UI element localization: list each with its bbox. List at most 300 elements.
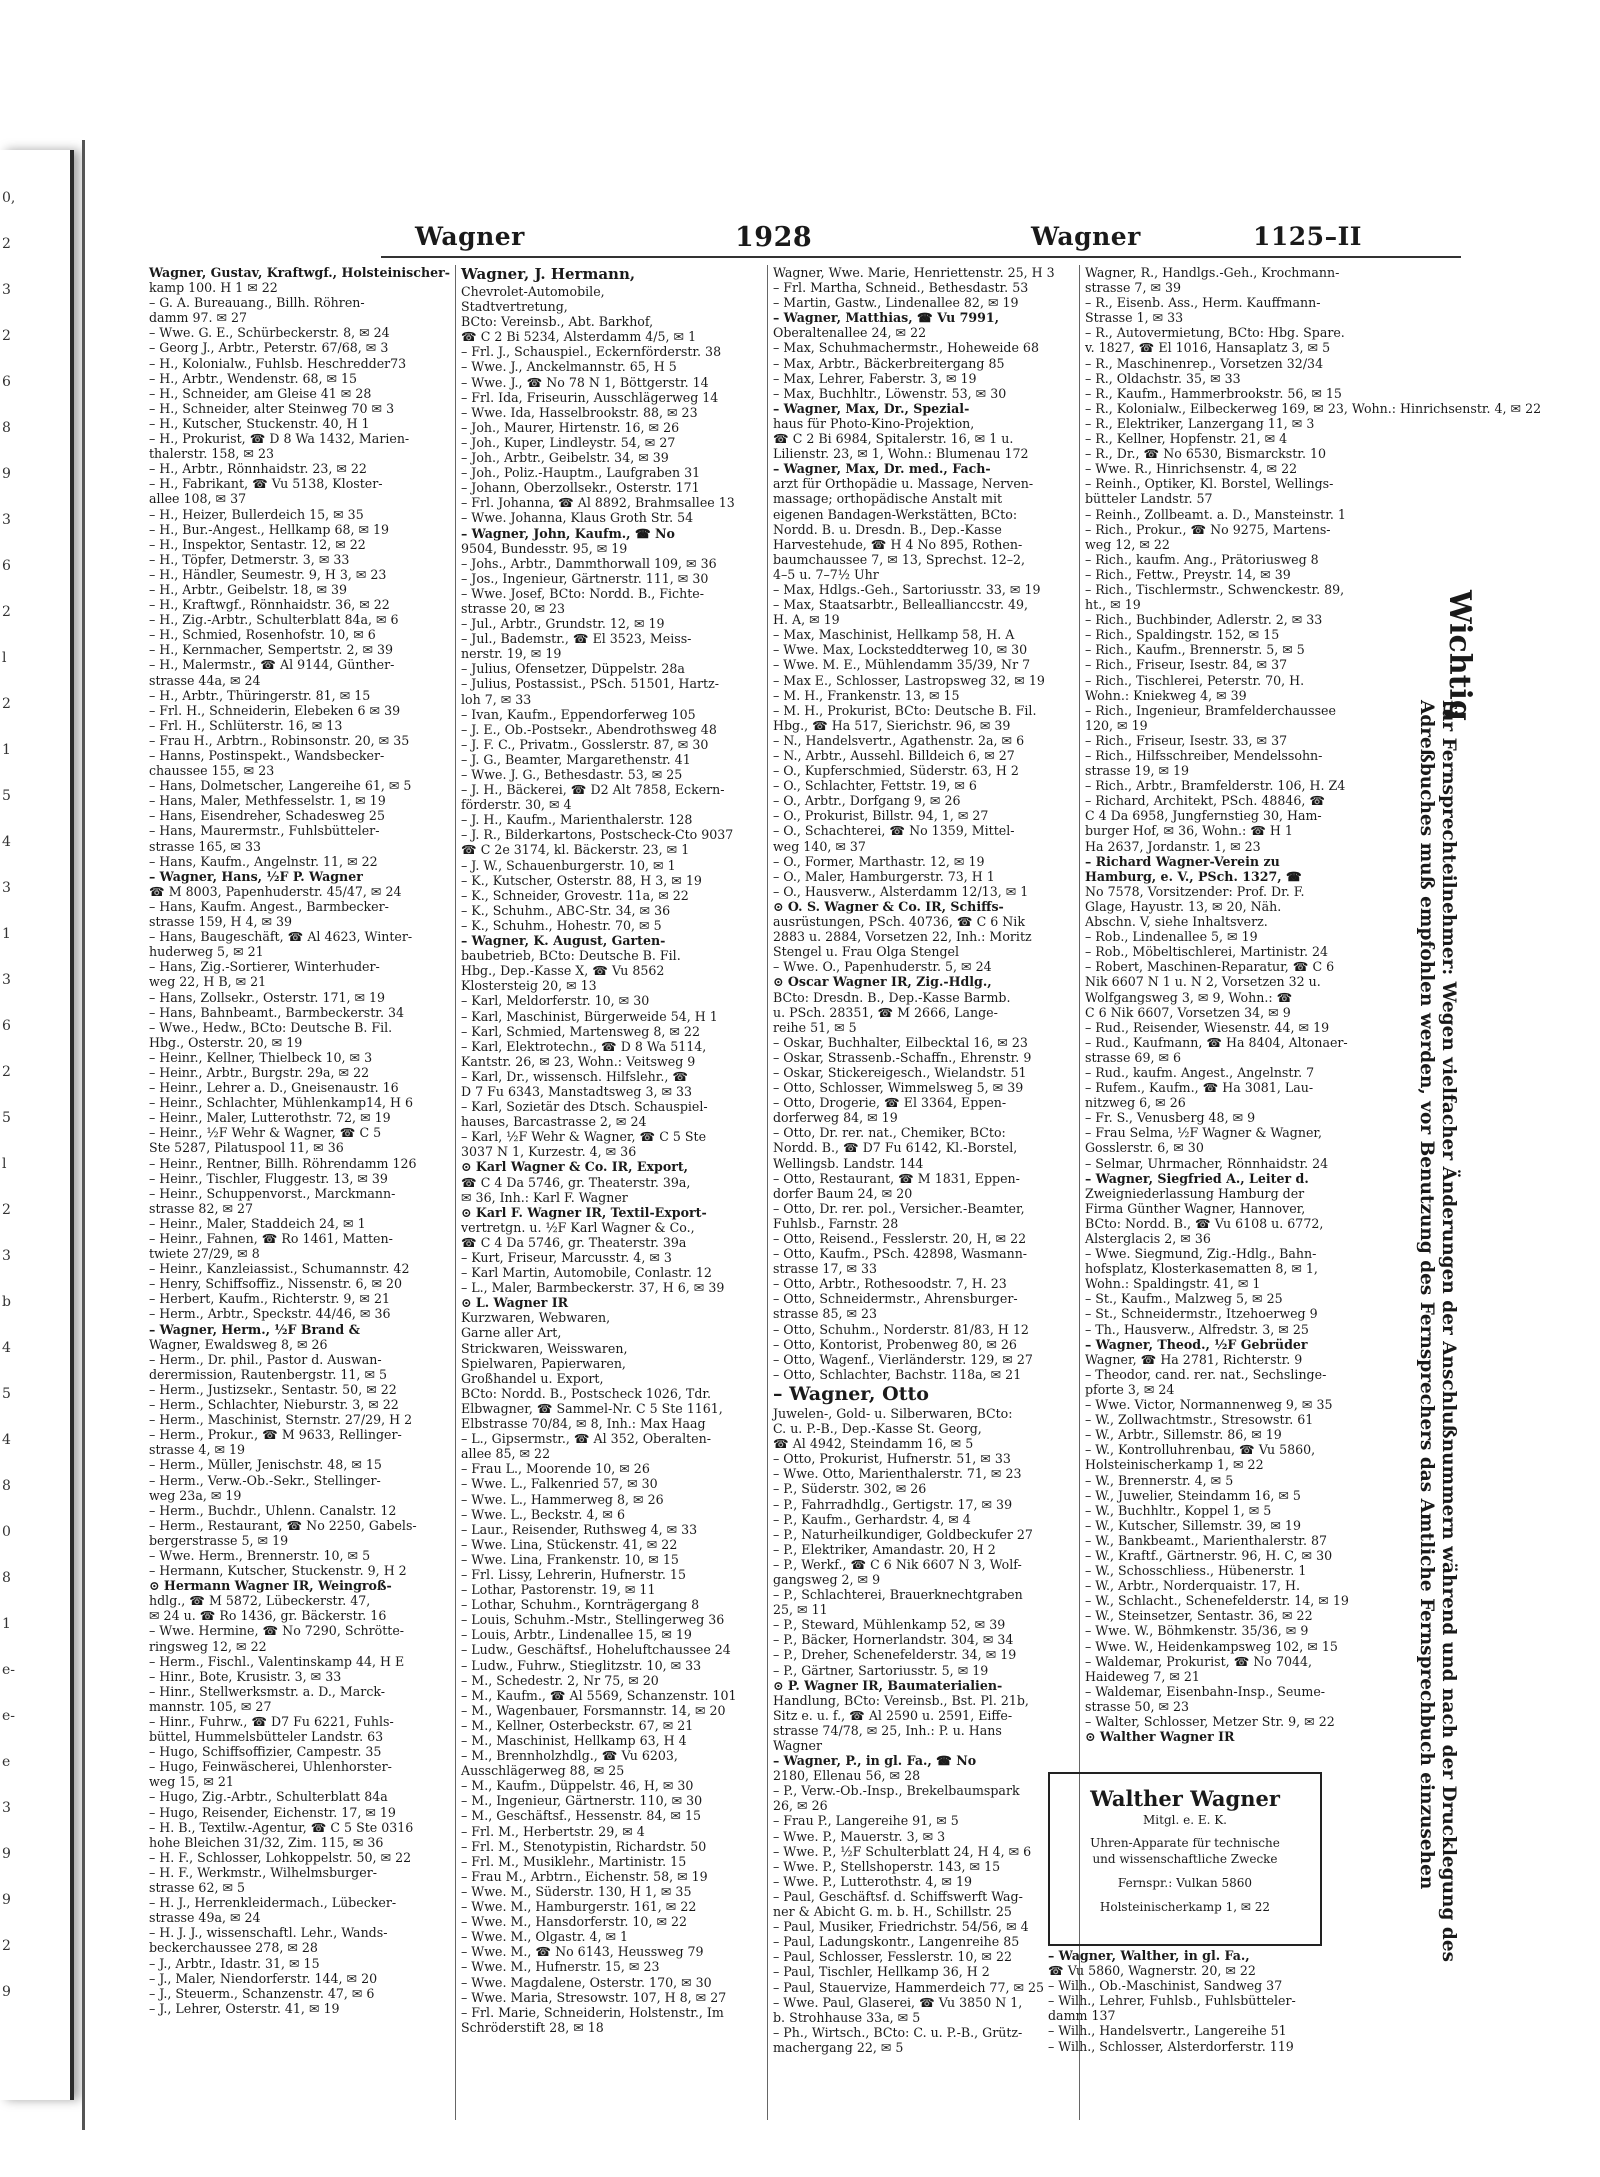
directory-entry: – H., Malermstr., ☎ Al 9144, Günther-	[149, 657, 395, 673]
directory-entry: Firma Günther Wagner, Hannover,	[1085, 1200, 1306, 1216]
directory-entry: – J., Steuerm., Schanzenstr. 47, ✉ 6	[149, 1985, 375, 2001]
directory-entry: – Jos., Ingenieur, Gärtnerstr. 111, ✉ 30	[461, 570, 709, 586]
directory-entry: – O., Hausverw., Alsterdamm 12/13, ✉ 1	[773, 883, 1029, 899]
directory-page	[82, 140, 1575, 2130]
directory-entry: ausrüstungen, PSch. 40736, ☎ C 6 Nik	[773, 914, 1025, 930]
directory-entry: – P., Steward, Mühlenkamp 52, ✉ 39	[773, 1617, 1006, 1633]
directory-entry: – H., Kernmacher, Sempertstr. 2, ✉ 39	[149, 642, 394, 658]
directory-entry: – H., Kutscher, Stuckenstr. 40, H 1	[149, 415, 370, 431]
directory-entry: – Ludw., Geschäftsf., Hoheluftchaussee 24	[461, 1642, 731, 1658]
directory-entry: – Rich., Prokur., ☎ No 9275, Martens-	[1085, 521, 1331, 537]
directory-entry: – Otto, Schneidermstr., Ahrensburger-	[773, 1291, 1018, 1307]
directory-entry: – O., Former, Marthastr. 12, ✉ 19	[773, 853, 985, 869]
directory-entry: ☎ C 2 Bi 6984, Spitalerstr. 16, ✉ 1 u.	[773, 431, 1014, 447]
directory-entry: – Frau L., Moorende 10, ✉ 26	[461, 1461, 650, 1477]
directory-entry: – Joh., Kuper, Lindleystr. 54, ✉ 27	[461, 434, 676, 450]
directory-entry: – W., Brennerstr. 4, ✉ 5	[1085, 1472, 1234, 1488]
directory-entry: – Oskar, Strassenb.-Schaffn., Ehrenstr. 9	[773, 1049, 1032, 1065]
directory-entry: H. A, ✉ 19	[773, 612, 840, 628]
directory-entry: – Frau Selma, ½F Wagner & Wagner,	[1085, 1125, 1323, 1141]
directory-entry: Oberaltenallee 24, ✉ 22	[773, 325, 927, 341]
directory-entry: 9504, Bundesstr. 95, ✉ 19	[461, 540, 628, 556]
adjacent-page-fragment: e-	[2, 1662, 16, 1678]
directory-entry: – Herm., Dr. phil., Pastor d. Auswan-	[149, 1351, 382, 1367]
directory-entry: hdlg., ☎ M 5872, Lübeckerstr. 47,	[149, 1593, 371, 1609]
directory-entry: – Herm., Arbtr., Speckstr. 44/46, ✉ 36	[149, 1306, 391, 1322]
directory-entry: – Wwe. M., Hamburgerstr. 161, ✉ 22	[461, 1899, 697, 1915]
directory-entry: machergang 22, ✉ 5	[773, 2039, 904, 2055]
directory-entry: – Hugo, Feinwäscherei, Uhlenhorster-	[149, 1759, 392, 1775]
directory-entry: Strickwaren, Weisswaren,	[461, 1340, 628, 1356]
directory-entry: – Lothar, Pastorenstr. 19, ✉ 11	[461, 1582, 656, 1598]
directory-entry: Wagner	[773, 1738, 823, 1753]
directory-entry: – O., Schlachter, Fettstr. 19, ✉ 6	[773, 778, 977, 794]
directory-entry: – H., Inspektor, Sentastr. 12, ✉ 22	[149, 536, 366, 552]
directory-entry: – Kurt, Friseur, Marcusstr. 4, ✉ 3	[461, 1250, 672, 1265]
directory-entry: – Max, Schuhmachermstr., Hoheweide 68	[773, 340, 1039, 356]
directory-entry: – Richard, Architekt, PSch. 48846, ☎	[1085, 793, 1326, 809]
directory-entry: ☎ Vu 5860, Wagnerstr. 20, ✉ 22	[1048, 1963, 1256, 1979]
directory-entry: – N., Handelsvertr., Agathenstr. 2a, ✉ 6	[773, 732, 1025, 748]
directory-entry: – Wwe. W., Heidenkampsweg 102, ✉ 15	[1085, 1638, 1338, 1654]
directory-entry: – Otto, Reisend., Fesslerstr. 20, H, ✉ 22	[773, 1231, 1027, 1246]
directory-entry: – Rich., Buchbinder, Adlerstr. 2, ✉ 33	[1085, 612, 1323, 628]
directory-entry: – Frl. Marie, Schneiderin, Holstenstr., Im	[461, 2004, 724, 2020]
directory-entry: – R., Maschinenrep., Vorsetzen 32/34	[1085, 355, 1324, 371]
directory-entry: massage; orthopädische Anstalt mit	[773, 491, 1003, 507]
directory-entry: – Karl, Dr., wissensch. Hilfslehr., ☎	[461, 1068, 689, 1084]
directory-entry: – Herm., Schlachter, Nieburstr. 3, ✉ 22	[149, 1397, 399, 1413]
directory-entry: eigenen Bandagen-Werkstätten, BCto:	[773, 506, 1018, 522]
ad-line: und wissenschaftliche Zwecke	[1092, 1852, 1278, 1866]
directory-entry: – Otto, Arbtr., Rothesoodstr. 7, H. 23	[773, 1276, 1007, 1292]
directory-entry: – P., Schlachterei, Brauerknechtgraben	[773, 1587, 1023, 1603]
directory-entry: Wagner, Gustav, Kraftwgf., Holsteinischer-	[149, 265, 450, 280]
directory-entry: – J., Arbtr., Idastr. 31, ✉ 15	[149, 1955, 320, 1971]
directory-entry: – Otto, Restaurant, ☎ M 1831, Eppen-	[773, 1170, 1020, 1186]
directory-entry: – Otto, Drogerie, ☎ El 3364, Eppen-	[773, 1095, 1007, 1111]
directory-entry: – R., Oldachstr. 35, ✉ 33	[1085, 370, 1241, 386]
directory-entry: – Wwe. R., Hinrichsenstr. 4, ✉ 22	[1085, 461, 1298, 477]
directory-entry: u. PSch. 28351, ☎ M 2666, Lange-	[773, 1004, 998, 1020]
directory-entry: vertretgn. u. ½F Karl Wagner & Co.,	[461, 1219, 695, 1235]
directory-entry: – P., Verw.-Ob.-Insp., Brekelbaumspark	[773, 1783, 1020, 1799]
directory-entry: – Frau P., Langereihe 91, ✉ 5	[773, 1813, 959, 1829]
directory-entry: Juwelen-, Gold- u. Silberwaren, BCto:	[773, 1405, 1013, 1421]
directory-entry: – Martin, Gastw., Lindenallee 82, ✉ 19	[773, 295, 1019, 311]
directory-entry: – St., Kaufm., Malzweg 5, ✉ 25	[1085, 1291, 1283, 1307]
directory-entry: – Frl. Lissy, Lehrerin, Hufnerstr. 15	[461, 1566, 686, 1582]
directory-entry: – Rob., Lindenallee 5, ✉ 19	[1085, 929, 1258, 945]
directory-entry: arzt für Orthopädie u. Massage, Nerven-	[773, 476, 1034, 492]
directory-entry: Elbwagner, ☎ Sammel-Nr. C 5 Ste 1161,	[461, 1400, 723, 1416]
directory-entry: nerstr. 19, ✉ 19	[461, 646, 562, 662]
directory-entry: Zweigniederlassung Hamburg der	[1085, 1185, 1305, 1201]
directory-entry: – R., Autovermietung, BCto: Hbg. Spare.	[1085, 325, 1345, 341]
directory-entry: – Rud., kaufm. Angest., Angelnstr. 7	[1085, 1064, 1315, 1080]
directory-entry: burger Hof, ✉ 36, Wohn.: ☎ H 1	[1085, 823, 1293, 839]
directory-entry: – St., Schneidermstr., Itzehoerweg 9	[1085, 1306, 1318, 1322]
directory-entry: – R., Eisenb. Ass., Herm. Kauffmann-	[1085, 295, 1321, 311]
directory-entry: – Hans, Zollsekr., Osterstr. 171, ✉ 19	[149, 989, 386, 1005]
adjacent-page-fragment: 0,	[2, 190, 16, 206]
adjacent-page-fragment: 9	[2, 1846, 11, 1862]
directory-entry: – Hinr., Stellwerksmstr. a. D., Marck-	[149, 1683, 386, 1699]
directory-entry: – Wagner, Siegfried A., Leiter d.	[1085, 1170, 1309, 1186]
directory-entry: – Paul, Geschäftsf. d. Schiffswerft Wag-	[773, 1888, 1023, 1904]
adjacent-page-fragment: 6	[2, 374, 11, 390]
directory-entry: – L., Gipsermstr., ☎ Al 352, Oberalten-	[461, 1431, 712, 1447]
adjacent-page-fragment: 4	[2, 1340, 11, 1356]
directory-entry: – Paul, Tischler, Hellkamp 36, H 2	[773, 1964, 990, 1980]
directory-entry: – M. H., Prokurist, BCto: Deutsche B. Fil.	[773, 702, 1037, 718]
header-right-name: Wagner	[1031, 222, 1141, 251]
directory-entry: – Hans, Kaufm. Angest., Barmbecker-	[149, 898, 389, 914]
directory-entry: – Hugo, Schiffsoffizier, Campestr. 35	[149, 1744, 382, 1760]
directory-entry: – W., Schlacht., Schenefelderstr. 14, ✉ 19	[1085, 1593, 1349, 1609]
directory-entry: – Hans, Eisendreher, Schadesweg 25	[149, 808, 385, 824]
directory-entry: – M. H., Frankenstr. 13, ✉ 15	[773, 687, 960, 703]
directory-entry: – J. E., Ob.-Postsekr., Abendrothsweg 48	[461, 721, 717, 737]
header-rule	[381, 256, 1461, 258]
directory-entry: – Wagner, John, Kaufm., ☎ No	[461, 525, 675, 541]
directory-entry: strasse 159, H 4, ✉ 39	[149, 914, 293, 930]
directory-entry: – P., Kaufm., Gerhardstr. 4, ✉ 4	[773, 1511, 971, 1527]
directory-entry: – K., Kutscher, Osterstr. 88, H 3, ✉ 19	[461, 872, 702, 888]
directory-entry: baubetrieb, BCto: Deutsche B. Fil.	[461, 948, 681, 964]
directory-entry: Nordd. B., ☎ D7 Fu 6142, Kl.-Borstel,	[773, 1140, 1018, 1156]
directory-entry: – Wagner, P., in gl. Fa., ☎ No	[773, 1753, 977, 1769]
directory-entry: – Max, Buchhltr., Löwenstr. 53, ✉ 30	[773, 385, 1007, 401]
directory-entry: strasse 74/78, ✉ 25, Inh.: P. u. Hans	[773, 1722, 1002, 1738]
directory-entry: – J. H., Kaufm., Marienthalerstr. 128	[461, 812, 693, 828]
directory-entry: – Joh., Arbtr., Geibelstr. 34, ✉ 39	[461, 450, 669, 466]
directory-entry: – Julius, Ofensetzer, Düppelstr. 28a	[461, 661, 685, 677]
directory-entry: – P., Gärtner, Sartoriusstr. 5, ✉ 19	[773, 1662, 989, 1678]
directory-entry: – Rich., Tischlermstr., Schwenckestr. 89,	[1085, 581, 1345, 597]
directory-entry: BCto: Nordd. B., ☎ Vu 6108 u. 6772,	[1085, 1215, 1324, 1231]
directory-entry: chaussee 155, ✉ 23	[149, 763, 275, 779]
directory-entry: weg 140, ✉ 37	[773, 838, 866, 854]
directory-entry: – Wwe. P., ½F Schulterblatt 24, H 4, ✉ 6	[773, 1843, 1032, 1859]
directory-entry: Ha 2637, Jordanstr. 1, ✉ 23	[1085, 838, 1261, 854]
directory-entry: – Hanns, Postinspekt., Wandsbecker-	[149, 748, 385, 763]
directory-entry: Nik 6607 N 1 u. N 2, Vorsetzen 32 u.	[1085, 974, 1321, 990]
directory-entry: – Wwe. M., Olgastr. 4, ✉ 1	[461, 1929, 629, 1945]
directory-entry: damm 137	[1048, 2008, 1116, 2024]
directory-entry: – O., Kupferschmied, Süderstr. 63, H 2	[773, 763, 1019, 779]
adjacent-page-fragment: 1	[2, 926, 11, 942]
directory-entry: allee 85, ✉ 22	[461, 1446, 551, 1462]
directory-entry: ⊙ Hermann Wagner IR, Weingroß-	[149, 1578, 392, 1594]
directory-entry: – Wwe. Lina, Frankenstr. 10, ✉ 15	[461, 1551, 679, 1567]
directory-entry: strasse 82, ✉ 27	[149, 1200, 254, 1216]
directory-entry: strasse 85, ✉ 23	[773, 1306, 878, 1322]
directory-entry: – Wwe. J., ☎ No 78 N 1, Böttgerstr. 14	[461, 374, 709, 390]
directory-entry: ⊙ P. Wagner IR, Baumaterialien-	[773, 1677, 1003, 1693]
directory-entry: – Theodor, cand. rer. nat., Sechslinge-	[1085, 1366, 1327, 1382]
adjacent-page-fragment: e	[2, 1754, 11, 1770]
directory-entry: – Wwe. P., Lutterothstr. 4, ✉ 19	[773, 1873, 973, 1889]
directory-entry: Wagner, ☎ Ha 2781, Richterstr. 9	[1085, 1351, 1303, 1367]
directory-entry: – Joh., Maurer, Hirtenstr. 16, ✉ 26	[461, 419, 680, 435]
adjacent-page-fragment: 5	[2, 1386, 11, 1402]
directory-entry: – Wwe. Herm., Brennerstr. 10, ✉ 5	[149, 1547, 371, 1563]
adjacent-page-edge	[0, 150, 74, 2100]
directory-entry: – M., Schedestr. 2, Nr 75, ✉ 20	[461, 1672, 659, 1688]
directory-entry: strasse 165, ✉ 33	[149, 838, 262, 854]
directory-entry: 25, ✉ 11	[773, 1602, 828, 1618]
directory-entry: – W., Juwelier, Steindamm 16, ✉ 5	[1085, 1487, 1301, 1503]
directory-entry: – Max, Staatsarbtr., Belleallianccstr. 49,	[773, 597, 1029, 613]
directory-entry: Stadtvertretung,	[461, 299, 568, 315]
adjacent-page-fragment: 3	[2, 1800, 11, 1816]
directory-entry: bergerstrasse 5, ✉ 19	[149, 1532, 289, 1548]
directory-entry: Elbstrasse 70/84, ✉ 8, Inh.: Max Haag	[461, 1416, 706, 1432]
directory-entry: – Rich., Spaldingstr. 152, ✉ 15	[1085, 627, 1280, 643]
directory-entry: – Reinh., Optiker, Kl. Borstel, Wellings-	[1085, 476, 1334, 492]
directory-entry: – H., Kraftwgf., Rönnhaidstr. 36, ✉ 22	[149, 597, 390, 613]
directory-entry: ⊙ Karl Wagner & Co. IR, Export,	[461, 1159, 689, 1175]
adjacent-page-fragment: 1	[2, 1616, 11, 1632]
directory-entry: hohe Bleichen 31/32, Zim. 115, ✉ 36	[149, 1834, 384, 1850]
adjacent-page-fragment: 2	[2, 604, 11, 620]
directory-entry: Ausschlägerweg 88, ✉ 25	[461, 1763, 625, 1779]
directory-entry: twiete 27/29, ✉ 8	[149, 1246, 260, 1262]
directory-entry: – K., Schneider, Grovestr. 11a, ✉ 22	[461, 887, 689, 903]
directory-entry: – Wwe. Johanna, Klaus Groth Str. 54	[461, 510, 694, 526]
directory-entry: weg 22, H B, ✉ 21	[149, 974, 267, 990]
directory-entry: – Lothar, Schuhm., Kornträgergang 8	[461, 1597, 700, 1613]
directory-entry: – Johs., Arbtr., Dammthorwall 109, ✉ 36	[461, 555, 717, 571]
directory-entry: Großhandel u. Export,	[461, 1370, 604, 1386]
directory-entry: – W., Steinsetzer, Sentastr. 36, ✉ 22	[1085, 1608, 1313, 1624]
directory-entry: – Frau M., Arbtrn., Eichenstr. 58, ✉ 19	[461, 1868, 708, 1884]
directory-entry: – Rufem., Kaufm., ☎ Ha 3081, Lau-	[1085, 1080, 1314, 1096]
directory-entry: – Otto, Kaufm., PSch. 42898, Wasmann-	[773, 1246, 1028, 1262]
adjacent-page-fragment: 9	[2, 466, 11, 482]
directory-entry: – J. W., Schauenburgerstr. 10, ✉ 1	[461, 857, 676, 873]
directory-entry: – H., Arbtr., Geibelstr. 18, ✉ 39	[149, 581, 348, 597]
directory-entry: strasse 69, ✉ 6	[1085, 1049, 1182, 1065]
directory-entry: – Heinr., Tischler, Fluggestr. 13, ✉ 39	[149, 1170, 388, 1186]
directory-entry: – Wwe. P., Mauerstr. 3, ✉ 3	[773, 1828, 946, 1844]
directory-entry: strasse 20, ✉ 23	[461, 600, 566, 616]
adjacent-page-fragment: 3	[2, 512, 11, 528]
directory-entry: – Hans, Baugeschäft, ☎ Al 4623, Winter-	[149, 929, 413, 945]
directory-entry: – Wwe. L., Hammerweg 8, ✉ 26	[461, 1491, 664, 1507]
directory-entry: – Ivan, Kaufm., Eppendorferweg 105	[461, 706, 696, 722]
adjacent-page-fragment: 2	[2, 1938, 11, 1954]
directory-entry: – O., Schachterei, ☎ No 1359, Mittel-	[773, 823, 1015, 839]
directory-entry: – M., Wagenbauer, Forsmannstr. 14, ✉ 20	[461, 1702, 726, 1718]
directory-entry: – Johann, Oberzollsekr., Osterstr. 171	[461, 480, 700, 496]
directory-entry: – M., Geschäftsf., Hessenstr. 84, ✉ 15	[461, 1808, 701, 1824]
directory-entry: – Heinr., Maler, Staddeich 24, ✉ 1	[149, 1215, 366, 1231]
directory-entry: – Wilh., Handelsvertr., Langereihe 51	[1048, 2023, 1287, 2039]
directory-entry: – N., Arbtr., Aussehl. Billdeich 6, ✉ 27	[773, 748, 1015, 763]
directory-entry: – H., Händler, Seumestr. 9, H 3, ✉ 23	[149, 566, 387, 582]
directory-entry: büttel, Hummelsbütteler Landstr. 63	[149, 1729, 384, 1745]
directory-entry: Glage, Hayustr. 13, ✉ 20, Näh.	[1085, 898, 1282, 914]
directory-entry: – Reinh., Zollbeamt. a. D., Mansteinstr. 1	[1085, 506, 1346, 522]
directory-entry: b. Strohhause 33a, ✉ 5	[773, 2009, 921, 2025]
header-year: 1928	[735, 222, 813, 253]
directory-entry: ☎ C 2e 3174, kl. Bäckerstr. 23, ✉ 1	[461, 842, 690, 858]
directory-entry: – H. F., Werkmstr., Wilhelmsburger-	[149, 1864, 377, 1880]
directory-entry: derermission, Rautenbergstr. 11, ✉ 5	[149, 1366, 388, 1382]
adjacent-page-fragment: 2	[2, 1064, 11, 1080]
notice-title: Wichtig	[1442, 590, 1477, 721]
directory-entry: – Rich., Friseur, Isestr. 33, ✉ 37	[1085, 732, 1288, 748]
directory-entry: – Wagner, K. August, Garten-	[461, 933, 666, 949]
directory-entry: – Heinr., Rentner, Billh. Röhrendamm 126	[149, 1155, 417, 1171]
directory-entry: – Walter, Schlosser, Metzer Str. 9, ✉ 22	[1085, 1714, 1335, 1729]
directory-entry: 2180, Ellenau 56, ✉ 28	[773, 1768, 921, 1784]
directory-entry: – W., Schosschliess., Hübenerstr. 1	[1085, 1563, 1307, 1579]
directory-entry: weg 12, ✉ 22	[1085, 536, 1170, 552]
directory-entry: ☎ C 4 Da 5746, gr. Theaterstr. 39a	[461, 1234, 687, 1250]
directory-entry: – Wwe. Magdalene, Osterstr. 170, ✉ 30	[461, 1974, 712, 1990]
directory-entry: – Karl, Schmied, Martensweg 8, ✉ 22	[461, 1023, 700, 1039]
directory-entry: – J. R., Bilderkartons, Postscheck-Cto 9037	[461, 827, 734, 843]
directory-entry: – Rich., Ingenieur, Bramfelderchaussee	[1085, 702, 1336, 718]
directory-entry: – Fr. S., Venusberg 48, ✉ 9	[1085, 1110, 1256, 1126]
directory-entry: – Wagner, Max, Dr. med., Fach-	[773, 461, 991, 477]
directory-entry: – Rich., Fettw., Preystr. 14, ✉ 39	[1085, 566, 1291, 582]
directory-entry: loh 7, ✉ 33	[461, 691, 532, 707]
directory-entry: – Karl, Sozietär des Dtsch. Schauspiel-	[461, 1099, 708, 1115]
directory-entry: – Oskar, Buchhalter, Eilbecktal 16, ✉ 23	[773, 1034, 1028, 1050]
directory-entry: Sitz e. u. f., ☎ Al 2590 u. 2591, Eiffe-	[773, 1707, 1013, 1723]
directory-entry: – H., Arbtr., Rönnhaidstr. 23, ✉ 22	[149, 461, 367, 477]
directory-entry: – Wilh., Ob.-Maschinist, Sandweg 37	[1048, 1978, 1283, 1994]
directory-entry: Wohn.: Kniekweg 4, ✉ 39	[1085, 687, 1247, 703]
directory-entry: – Heinr., Schuppenvorst., Marckmann-	[149, 1185, 396, 1201]
directory-entry: – Henry, Schiffsoffiz., Nissenstr. 6, ✉ 20	[149, 1276, 403, 1292]
directory-entry: haus für Photo-Kino-Projektion,	[773, 415, 975, 431]
directory-entry: – Karl, Elektrotechn., ☎ D 8 Wa 5114,	[461, 1038, 707, 1054]
directory-entry: – Wwe., Hedw., BCto: Deutsche B. Fil.	[149, 1019, 393, 1035]
directory-entry: – Max, Maschinist, Hellkamp 58, H. A	[773, 627, 1015, 643]
directory-entry: – L., Maler, Barmbeckerstr. 37, H 6, ✉ 39	[461, 1280, 725, 1296]
entries-column-1	[149, 265, 449, 2016]
directory-entry: Chevrolet-Automobile,	[461, 284, 605, 299]
directory-entry: – Heinr., Kanzleiassist., Schumannstr. 42	[149, 1261, 410, 1277]
directory-entry: – Herm., Prokur., ☎ M 9633, Rellinger-	[149, 1427, 402, 1443]
column-divider	[767, 265, 768, 2120]
directory-entry: – Otto, Kontorist, Probenweg 80, ✉ 26	[773, 1336, 1017, 1352]
directory-entry: – Wwe. Lina, Stückenstr. 41, ✉ 22	[461, 1536, 678, 1552]
directory-entry: – Wagner, Max, Dr., Spezial-	[773, 400, 970, 416]
directory-entry: beckerchaussee 278, ✉ 28	[149, 1940, 318, 1956]
directory-entry: – Wwe. P., Stellshoperstr. 143, ✉ 15	[773, 1858, 1001, 1874]
directory-entry: bütteler Landstr. 57	[1085, 491, 1213, 507]
directory-entry: – Wwe. M., Süderstr. 130, H 1, ✉ 35	[461, 1883, 692, 1899]
directory-entry: – Jul., Arbtr., Grundstr. 12, ✉ 19	[461, 616, 665, 632]
adjacent-page-fragment: 8	[2, 1570, 11, 1586]
directory-entry: dorfer Baum 24, ✉ 20	[773, 1185, 913, 1201]
directory-entry: – Selmar, Uhrmacher, Rönnhaidstr. 24	[1085, 1155, 1329, 1171]
directory-entry: – Max, Lehrer, Faberstr. 3, ✉ 19	[773, 370, 977, 386]
directory-entry: Haideweg 7, ✉ 21	[1085, 1668, 1200, 1684]
directory-entry: – Ludw., Fuhrw., Stieglitzstr. 10, ✉ 33	[461, 1657, 702, 1673]
directory-entry: C 4 Da 6958, Jungfernstieg 30, Ham-	[1085, 808, 1322, 824]
directory-entry: – Wwe. W., Böhmkenstr. 35/36, ✉ 9	[1085, 1623, 1309, 1639]
entries-column-3	[773, 265, 1073, 2055]
directory-entry: – Frl. M., Stenotypistin, Richardstr. 50	[461, 1838, 707, 1854]
directory-entry: – Ph., Wirtsch., BCto: C. u. P.-B., Grütz-	[773, 2024, 1023, 2040]
directory-entry: D 7 Fu 6343, Manstadtsweg 3, ✉ 33	[461, 1083, 693, 1099]
directory-entry: ringsweg 12, ✉ 22	[149, 1638, 267, 1654]
directory-entry: – Herm., Verw.-Ob.-Sekr., Stellinger-	[149, 1472, 381, 1488]
directory-entry: – H., Kolonialw., Fuhlsb. Heschredder73	[149, 355, 407, 371]
directory-entry: – Wwe. O., Papenhuderstr. 5, ✉ 24	[773, 959, 992, 975]
directory-entry: – W., Kontrolluhrenbau, ☎ Vu 5860,	[1085, 1442, 1316, 1458]
directory-entry: – Frl. J., Schauspiel., Eckernförderstr. 38	[461, 344, 722, 360]
adjacent-page-fragment: 4	[2, 1432, 11, 1448]
ad-company-name: Walther Wagner	[1090, 1786, 1280, 1811]
directory-entry: – Otto, Dr. rer. nat., Chemiker, BCto:	[773, 1125, 1006, 1141]
directory-entry: – Rob., Möbeltischlerei, Martinistr. 24	[1085, 944, 1329, 960]
directory-entry: – Hans, Bahnbeamt., Barmbeckerstr. 34	[149, 1004, 404, 1020]
directory-entry: – Karl, Maschinist, Bürgerweide 54, H 1	[461, 1008, 718, 1024]
directory-entry: mannstr. 105, ✉ 27	[149, 1698, 272, 1714]
directory-entry: – Hinr., Fuhrw., ☎ D7 Fu 6221, Fuhls-	[149, 1714, 394, 1729]
directory-entry: hauses, Barcastrasse 2, ✉ 24	[461, 1114, 647, 1130]
directory-entry: ht., ✉ 19	[1085, 597, 1141, 613]
directory-entry: – J., Maler, Niendorferstr. 144, ✉ 20	[149, 1970, 378, 1986]
directory-entry: – Herm., Restaurant, ☎ No 2250, Gabels-	[149, 1517, 417, 1533]
directory-entry: – Otto, Prokurist, Hufnerstr. 51, ✉ 33	[773, 1451, 1011, 1467]
directory-entry: – Wwe. Max, Locksteddterweg 10, ✉ 30	[773, 642, 1028, 658]
directory-entry: Wohn.: Spaldingstr. 41, ✉ 1	[1085, 1276, 1261, 1292]
directory-entry: reihe 51, ✉ 5	[773, 1019, 857, 1035]
directory-entry: – Wwe. M. E., Mühlendamm 35/39, Nr 7	[773, 657, 1031, 673]
directory-entry: – Wwe. Ida, Hasselbrookstr. 88, ✉ 23	[461, 404, 698, 420]
directory-entry: – H. F., Schlosser, Lohkoppelstr. 50, ✉ 22	[149, 1849, 412, 1865]
directory-entry: – Paul, Musiker, Friedrichstr. 54/56, ✉ 4	[773, 1919, 1029, 1935]
directory-entry: – Hans, Maurermstr., Fuhlsbütteler-	[149, 823, 380, 839]
header-page-number: 1125–II	[1253, 222, 1362, 251]
directory-entry: – Louis, Arbtr., Lindenallee 15, ✉ 19	[461, 1627, 692, 1643]
directory-entry: – Paul, Schlosser, Fesslerstr. 10, ✉ 22	[773, 1949, 1012, 1965]
directory-entry: – P., Bäcker, Hornerlandstr. 304, ✉ 34	[773, 1632, 1014, 1648]
directory-entry: Klostersteig 20, ✉ 13	[461, 978, 597, 994]
directory-entry: Fuhlsb., Farnstr. 28	[773, 1215, 899, 1231]
directory-entry: ⊙ L. Wagner IR	[461, 1295, 569, 1311]
directory-entry: – H., Heizer, Bullerdeich 15, ✉ 35	[149, 506, 364, 522]
directory-entry: Wolfgangsweg 3, ✉ 9, Wohn.: ☎	[1085, 989, 1293, 1005]
directory-entry: Wagner, J. Hermann,	[461, 265, 636, 283]
directory-entry: – P., Elektriker, Amandastr. 20, H 2	[773, 1541, 996, 1557]
directory-entry: – Waldemar, Eisenbahn-Insp., Seume-	[1085, 1683, 1326, 1699]
directory-entry: – P., Werkf., ☎ C 6 Nik 6607 N 3, Wolf-	[773, 1556, 1022, 1572]
directory-entry: huderweg 5, ✉ 21	[149, 944, 264, 960]
directory-entry: – Wwe. M., Hansdorferstr. 10, ✉ 22	[461, 1914, 688, 1930]
directory-entry: – Max, Arbtr., Bäckerbreitergang 85	[773, 355, 1005, 371]
directory-entry: weg 23a, ✉ 19	[149, 1487, 242, 1503]
directory-entry: – Frl. M., Herbertstr. 29, ✉ 4	[461, 1823, 645, 1839]
directory-entry: – Karl Martin, Automobile, Conlastr. 12	[461, 1265, 712, 1281]
directory-entry: BCto: Dresdn. B., Dep.-Kasse Barmb.	[773, 989, 1011, 1005]
adjacent-page-fragment: 3	[2, 282, 11, 298]
directory-entry: ☎ Al 4942, Steindamm 16, ✉ 5	[773, 1436, 974, 1452]
directory-entry: Garne aller Art,	[461, 1325, 562, 1341]
directory-entry: – M., Kaufm., Düppelstr. 46, H, ✉ 30	[461, 1778, 694, 1794]
directory-entry: strasse 49a, ✉ 24	[149, 1910, 261, 1926]
adjacent-page-fragment: l	[2, 1156, 7, 1172]
